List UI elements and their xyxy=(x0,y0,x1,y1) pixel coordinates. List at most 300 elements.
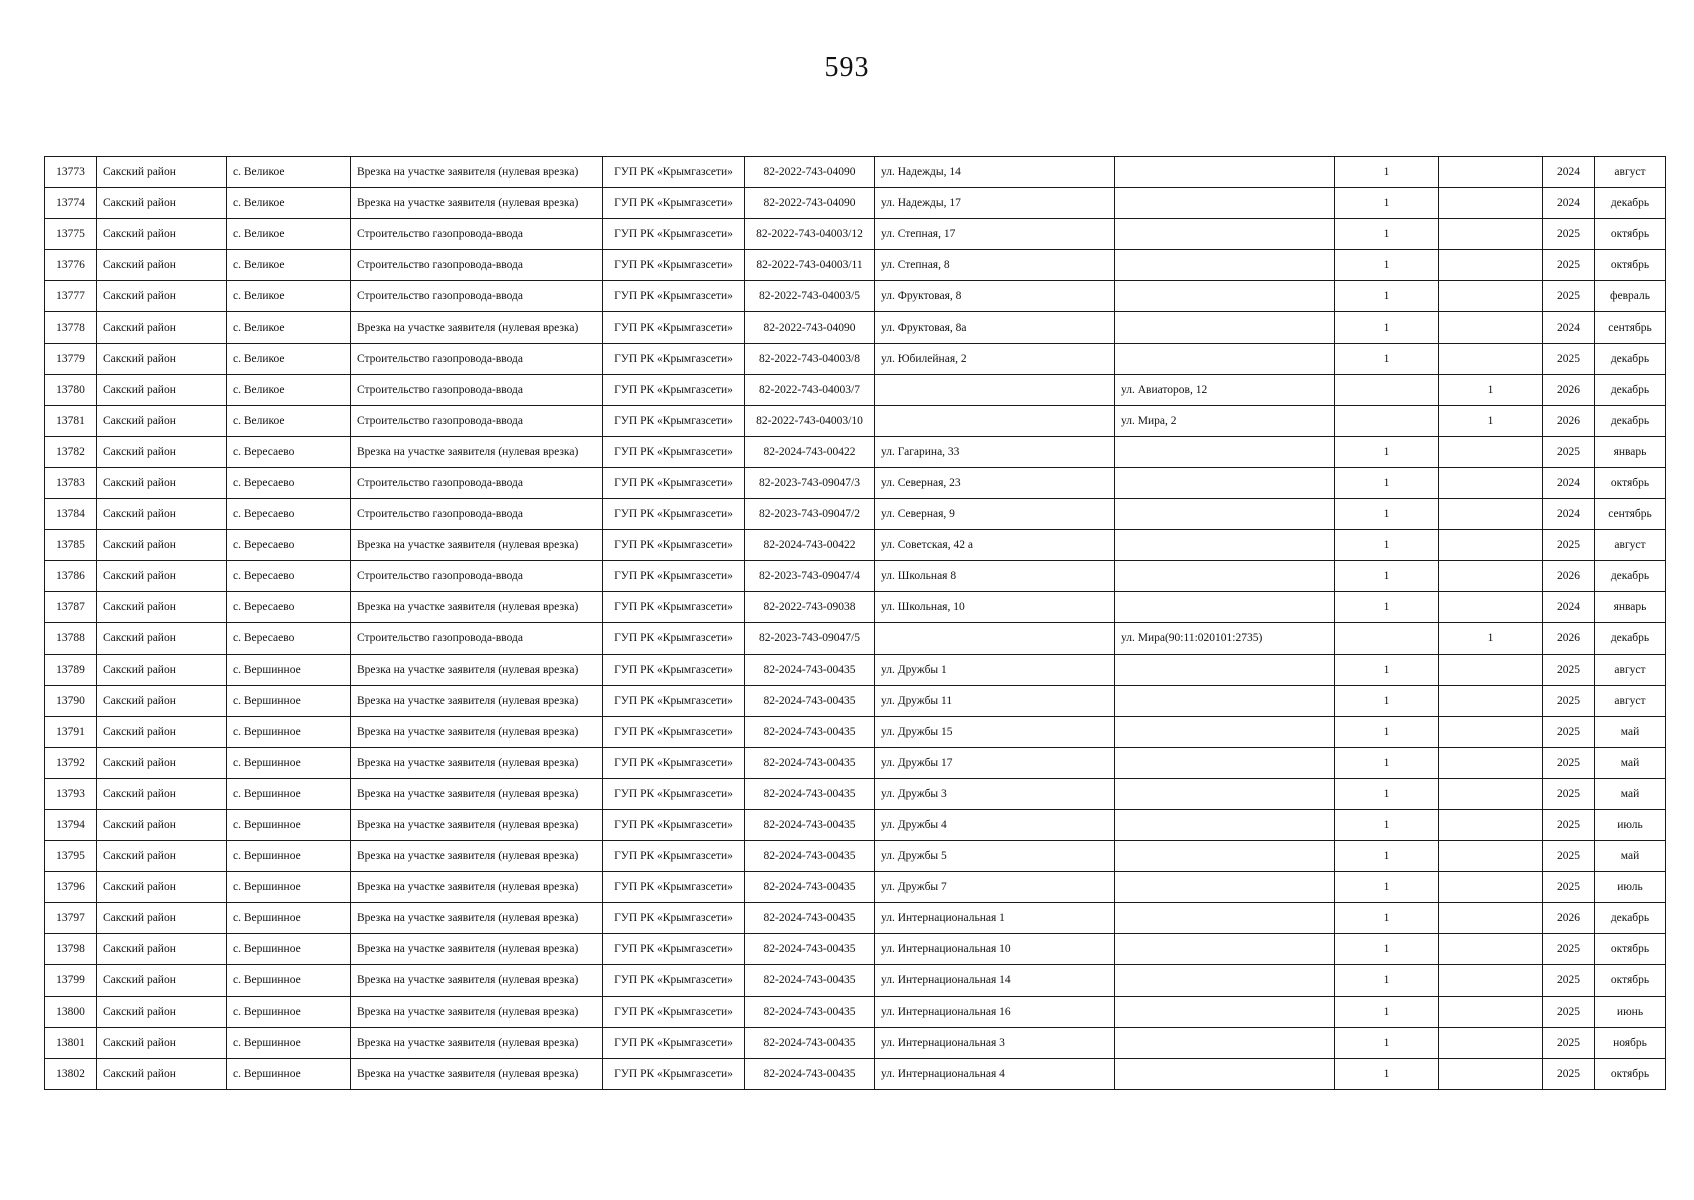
document-code-cell: 82-2024-743-00435 xyxy=(745,841,875,872)
address-cell: ул. Интернациональная 16 xyxy=(875,996,1115,1027)
table-row xyxy=(45,343,1666,374)
page-number: 593 xyxy=(824,52,870,83)
settlement-cell: с. Великое xyxy=(227,250,351,281)
table-row xyxy=(45,188,1666,219)
organization-cell: ГУП РК «Крымгазсети» xyxy=(603,592,745,623)
document-code-cell: 82-2024-743-00435 xyxy=(745,1027,875,1058)
organization-cell: ГУП РК «Крымгазсети» xyxy=(603,809,745,840)
month-cell: январь xyxy=(1595,436,1666,467)
document-code-cell: 82-2024-743-00435 xyxy=(745,903,875,934)
work-type-cell: Врезка на участке заявителя (нулевая врезка) xyxy=(351,934,603,965)
year-cell: 2024 xyxy=(1543,467,1595,498)
address-cell: ул. Интернациональная 3 xyxy=(875,1027,1115,1058)
month-cell: май xyxy=(1595,841,1666,872)
settlement-cell: с. Вершинное xyxy=(227,841,351,872)
document-code-cell: 82-2024-743-00435 xyxy=(745,872,875,903)
year-cell: 2025 xyxy=(1543,685,1595,716)
work-type-cell: Врезка на участке заявителя (нулевая врезка) xyxy=(351,312,603,343)
settlement-cell: с. Вересаево xyxy=(227,623,351,654)
address-alt-cell xyxy=(1115,903,1335,934)
settlement-cell: с. Вершинное xyxy=(227,1058,351,1089)
district-cell: Сакский район xyxy=(97,778,227,809)
district-cell: Сакский район xyxy=(97,561,227,592)
count-alt-cell xyxy=(1439,250,1543,281)
settlement-cell: с. Вересаево xyxy=(227,530,351,561)
address-alt-cell xyxy=(1115,499,1335,530)
address-alt-cell xyxy=(1115,592,1335,623)
document-code-cell: 82-2024-743-00435 xyxy=(745,934,875,965)
district-cell: Сакский район xyxy=(97,716,227,747)
row-number: 13789 xyxy=(45,654,97,685)
table-row xyxy=(45,592,1666,623)
work-type-cell: Врезка на участке заявителя (нулевая врезка) xyxy=(351,436,603,467)
year-cell: 2025 xyxy=(1543,654,1595,685)
address-cell: ул. Фруктовая, 8 xyxy=(875,281,1115,312)
count-cell: 1 xyxy=(1335,592,1439,623)
address-alt-cell xyxy=(1115,872,1335,903)
count-alt-cell xyxy=(1439,467,1543,498)
table-row xyxy=(45,747,1666,778)
organization-cell: ГУП РК «Крымгазсети» xyxy=(603,654,745,685)
row-number: 13784 xyxy=(45,499,97,530)
settlement-cell: с. Великое xyxy=(227,219,351,250)
count-cell: 1 xyxy=(1335,312,1439,343)
count-alt-cell xyxy=(1439,436,1543,467)
year-cell: 2024 xyxy=(1543,592,1595,623)
district-cell: Сакский район xyxy=(97,965,227,996)
count-cell: 1 xyxy=(1335,499,1439,530)
organization-cell: ГУП РК «Крымгазсети» xyxy=(603,157,745,188)
organization-cell: ГУП РК «Крымгазсети» xyxy=(603,996,745,1027)
address-alt-cell xyxy=(1115,934,1335,965)
document-code-cell: 82-2024-743-00435 xyxy=(745,965,875,996)
settlement-cell: с. Вершинное xyxy=(227,716,351,747)
address-alt-cell: ул. Мира(90:11:020101:2735) xyxy=(1115,623,1335,654)
address-cell: ул. Надежды, 14 xyxy=(875,157,1115,188)
row-number: 13801 xyxy=(45,1027,97,1058)
count-cell: 1 xyxy=(1335,561,1439,592)
month-cell: ноябрь xyxy=(1595,1027,1666,1058)
year-cell: 2025 xyxy=(1543,436,1595,467)
district-cell: Сакский район xyxy=(97,623,227,654)
work-type-cell: Врезка на участке заявителя (нулевая врезка) xyxy=(351,157,603,188)
address-alt-cell xyxy=(1115,778,1335,809)
count-alt-cell: 1 xyxy=(1439,623,1543,654)
table-row xyxy=(45,778,1666,809)
settlement-cell: с. Вересаево xyxy=(227,436,351,467)
month-cell: июль xyxy=(1595,809,1666,840)
settlement-cell: с. Вершинное xyxy=(227,934,351,965)
month-cell: октябрь xyxy=(1595,965,1666,996)
count-alt-cell xyxy=(1439,747,1543,778)
row-number: 13786 xyxy=(45,561,97,592)
document-code-cell: 82-2024-743-00435 xyxy=(745,654,875,685)
month-cell: октябрь xyxy=(1595,219,1666,250)
organization-cell: ГУП РК «Крымгазсети» xyxy=(603,1027,745,1058)
address-cell: ул. Степная, 17 xyxy=(875,219,1115,250)
table-row xyxy=(45,281,1666,312)
address-cell: ул. Фруктовая, 8а xyxy=(875,312,1115,343)
settlement-cell: с. Вершинное xyxy=(227,809,351,840)
address-cell: ул. Интернациональная 4 xyxy=(875,1058,1115,1089)
month-cell: декабрь xyxy=(1595,188,1666,219)
month-cell: октябрь xyxy=(1595,1058,1666,1089)
address-cell: ул. Дружбы 7 xyxy=(875,872,1115,903)
table-row xyxy=(45,250,1666,281)
work-type-cell: Врезка на участке заявителя (нулевая врезка) xyxy=(351,592,603,623)
settlement-cell: с. Вересаево xyxy=(227,592,351,623)
year-cell: 2025 xyxy=(1543,778,1595,809)
organization-cell: ГУП РК «Крымгазсети» xyxy=(603,778,745,809)
month-cell: октябрь xyxy=(1595,250,1666,281)
year-cell: 2025 xyxy=(1543,996,1595,1027)
count-cell: 1 xyxy=(1335,157,1439,188)
organization-cell: ГУП РК «Крымгазсети» xyxy=(603,747,745,778)
count-alt-cell xyxy=(1439,530,1543,561)
count-alt-cell xyxy=(1439,996,1543,1027)
address-cell: ул. Советская, 42 а xyxy=(875,530,1115,561)
district-cell: Сакский район xyxy=(97,436,227,467)
count-cell: 1 xyxy=(1335,809,1439,840)
count-alt-cell xyxy=(1439,561,1543,592)
year-cell: 2026 xyxy=(1543,405,1595,436)
count-alt-cell xyxy=(1439,1027,1543,1058)
address-cell: ул. Надежды, 17 xyxy=(875,188,1115,219)
count-cell: 1 xyxy=(1335,965,1439,996)
district-cell: Сакский район xyxy=(97,654,227,685)
address-alt-cell xyxy=(1115,1058,1335,1089)
table-row xyxy=(45,530,1666,561)
table-row xyxy=(45,561,1666,592)
table-row xyxy=(45,716,1666,747)
count-alt-cell xyxy=(1439,809,1543,840)
settlement-cell: с. Вершинное xyxy=(227,685,351,716)
year-cell: 2025 xyxy=(1543,934,1595,965)
settlement-cell: с. Вершинное xyxy=(227,1027,351,1058)
document-code-cell: 82-2023-743-09047/2 xyxy=(745,499,875,530)
document-code-cell: 82-2023-743-09047/5 xyxy=(745,623,875,654)
district-cell: Сакский район xyxy=(97,467,227,498)
settlement-cell: с. Вересаево xyxy=(227,561,351,592)
row-number: 13791 xyxy=(45,716,97,747)
organization-cell: ГУП РК «Крымгазсети» xyxy=(603,188,745,219)
year-cell: 2025 xyxy=(1543,530,1595,561)
address-alt-cell xyxy=(1115,654,1335,685)
organization-cell: ГУП РК «Крымгазсети» xyxy=(603,685,745,716)
year-cell: 2025 xyxy=(1543,1027,1595,1058)
work-type-cell: Строительство газопровода-ввода xyxy=(351,281,603,312)
address-alt-cell xyxy=(1115,965,1335,996)
count-alt-cell: 1 xyxy=(1439,374,1543,405)
district-cell: Сакский район xyxy=(97,872,227,903)
year-cell: 2026 xyxy=(1543,561,1595,592)
district-cell: Сакский район xyxy=(97,934,227,965)
address-alt-cell xyxy=(1115,312,1335,343)
count-cell: 1 xyxy=(1335,188,1439,219)
work-type-cell: Строительство газопровода-ввода xyxy=(351,499,603,530)
month-cell: декабрь xyxy=(1595,405,1666,436)
district-cell: Сакский район xyxy=(97,499,227,530)
year-cell: 2025 xyxy=(1543,872,1595,903)
count-cell: 1 xyxy=(1335,778,1439,809)
address-cell: ул. Степная, 8 xyxy=(875,250,1115,281)
table-body xyxy=(45,157,1666,1090)
count-alt-cell xyxy=(1439,157,1543,188)
row-number: 13792 xyxy=(45,747,97,778)
year-cell: 2026 xyxy=(1543,623,1595,654)
row-number: 13790 xyxy=(45,685,97,716)
address-alt-cell xyxy=(1115,157,1335,188)
year-cell: 2025 xyxy=(1543,281,1595,312)
month-cell: январь xyxy=(1595,592,1666,623)
count-cell: 1 xyxy=(1335,467,1439,498)
address-alt-cell xyxy=(1115,1027,1335,1058)
table-row xyxy=(45,499,1666,530)
gas-connection-table xyxy=(44,156,1666,1090)
document-code-cell: 82-2024-743-00435 xyxy=(745,1058,875,1089)
year-cell: 2025 xyxy=(1543,219,1595,250)
organization-cell: ГУП РК «Крымгазсети» xyxy=(603,281,745,312)
settlement-cell: с. Вершинное xyxy=(227,778,351,809)
month-cell: август xyxy=(1595,157,1666,188)
count-alt-cell xyxy=(1439,778,1543,809)
count-alt-cell xyxy=(1439,188,1543,219)
district-cell: Сакский район xyxy=(97,250,227,281)
document-code-cell: 82-2023-743-09047/3 xyxy=(745,467,875,498)
settlement-cell: с. Великое xyxy=(227,281,351,312)
settlement-cell: с. Великое xyxy=(227,188,351,219)
row-number: 13798 xyxy=(45,934,97,965)
count-alt-cell xyxy=(1439,903,1543,934)
count-cell: 1 xyxy=(1335,716,1439,747)
count-cell: 1 xyxy=(1335,841,1439,872)
settlement-cell: с. Вершинное xyxy=(227,903,351,934)
address-cell: ул. Дружбы 15 xyxy=(875,716,1115,747)
address-cell: ул. Дружбы 3 xyxy=(875,778,1115,809)
year-cell: 2026 xyxy=(1543,374,1595,405)
document-code-cell: 82-2022-743-04090 xyxy=(745,188,875,219)
district-cell: Сакский район xyxy=(97,685,227,716)
address-alt-cell: ул. Мира, 2 xyxy=(1115,405,1335,436)
row-number: 13776 xyxy=(45,250,97,281)
district-cell: Сакский район xyxy=(97,157,227,188)
row-number: 13793 xyxy=(45,778,97,809)
count-cell: 1 xyxy=(1335,685,1439,716)
settlement-cell: с. Великое xyxy=(227,374,351,405)
organization-cell: ГУП РК «Крымгазсети» xyxy=(603,716,745,747)
organization-cell: ГУП РК «Крымгазсети» xyxy=(603,841,745,872)
district-cell: Сакский район xyxy=(97,188,227,219)
month-cell: май xyxy=(1595,716,1666,747)
organization-cell: ГУП РК «Крымгазсети» xyxy=(603,312,745,343)
address-alt-cell xyxy=(1115,250,1335,281)
district-cell: Сакский район xyxy=(97,841,227,872)
count-cell: 1 xyxy=(1335,1027,1439,1058)
address-cell: ул. Школьная 8 xyxy=(875,561,1115,592)
district-cell: Сакский район xyxy=(97,219,227,250)
work-type-cell: Врезка на участке заявителя (нулевая врезка) xyxy=(351,809,603,840)
month-cell: июль xyxy=(1595,872,1666,903)
work-type-cell: Врезка на участке заявителя (нулевая врезка) xyxy=(351,716,603,747)
district-cell: Сакский район xyxy=(97,405,227,436)
address-cell: ул. Дружбы 5 xyxy=(875,841,1115,872)
work-type-cell: Строительство газопровода-ввода xyxy=(351,623,603,654)
count-alt-cell xyxy=(1439,499,1543,530)
month-cell: май xyxy=(1595,747,1666,778)
count-cell xyxy=(1335,374,1439,405)
settlement-cell: с. Великое xyxy=(227,157,351,188)
organization-cell: ГУП РК «Крымгазсети» xyxy=(603,250,745,281)
year-cell: 2024 xyxy=(1543,157,1595,188)
count-alt-cell xyxy=(1439,219,1543,250)
address-cell: ул. Интернациональная 14 xyxy=(875,965,1115,996)
work-type-cell: Врезка на участке заявителя (нулевая врезка) xyxy=(351,747,603,778)
month-cell: февраль xyxy=(1595,281,1666,312)
row-number: 13779 xyxy=(45,343,97,374)
year-cell: 2025 xyxy=(1543,809,1595,840)
count-cell: 1 xyxy=(1335,281,1439,312)
work-type-cell: Строительство газопровода-ввода xyxy=(351,374,603,405)
count-alt-cell xyxy=(1439,934,1543,965)
address-cell: ул. Школьная, 10 xyxy=(875,592,1115,623)
count-cell: 1 xyxy=(1335,903,1439,934)
organization-cell: ГУП РК «Крымгазсети» xyxy=(603,561,745,592)
settlement-cell: с. Вересаево xyxy=(227,467,351,498)
address-cell: ул. Дружбы 11 xyxy=(875,685,1115,716)
address-alt-cell xyxy=(1115,188,1335,219)
row-number: 13780 xyxy=(45,374,97,405)
work-type-cell: Врезка на участке заявителя (нулевая врезка) xyxy=(351,778,603,809)
district-cell: Сакский район xyxy=(97,343,227,374)
row-number: 13795 xyxy=(45,841,97,872)
row-number: 13797 xyxy=(45,903,97,934)
address-alt-cell xyxy=(1115,530,1335,561)
address-alt-cell xyxy=(1115,747,1335,778)
work-type-cell: Строительство газопровода-ввода xyxy=(351,561,603,592)
month-cell: декабрь xyxy=(1595,343,1666,374)
count-alt-cell xyxy=(1439,654,1543,685)
address-alt-cell xyxy=(1115,841,1335,872)
address-alt-cell xyxy=(1115,716,1335,747)
work-type-cell: Строительство газопровода-ввода xyxy=(351,467,603,498)
count-alt-cell xyxy=(1439,965,1543,996)
address-cell: ул. Дружбы 17 xyxy=(875,747,1115,778)
month-cell: декабрь xyxy=(1595,903,1666,934)
work-type-cell: Врезка на участке заявителя (нулевая врезка) xyxy=(351,872,603,903)
month-cell: сентябрь xyxy=(1595,312,1666,343)
address-cell: ул. Гагарина, 33 xyxy=(875,436,1115,467)
table-row xyxy=(45,965,1666,996)
district-cell: Сакский район xyxy=(97,592,227,623)
address-cell xyxy=(875,405,1115,436)
work-type-cell: Строительство газопровода-ввода xyxy=(351,405,603,436)
table-row xyxy=(45,157,1666,188)
district-cell: Сакский район xyxy=(97,312,227,343)
table-row xyxy=(45,374,1666,405)
address-cell: ул. Северная, 23 xyxy=(875,467,1115,498)
month-cell: декабрь xyxy=(1595,623,1666,654)
count-alt-cell xyxy=(1439,716,1543,747)
count-cell: 1 xyxy=(1335,747,1439,778)
month-cell: август xyxy=(1595,530,1666,561)
count-cell xyxy=(1335,623,1439,654)
month-cell: декабрь xyxy=(1595,374,1666,405)
row-number: 13785 xyxy=(45,530,97,561)
table-row xyxy=(45,1027,1666,1058)
table-row xyxy=(45,467,1666,498)
organization-cell: ГУП РК «Крымгазсети» xyxy=(603,467,745,498)
count-alt-cell xyxy=(1439,592,1543,623)
document-code-cell: 82-2022-743-04090 xyxy=(745,157,875,188)
table-row xyxy=(45,996,1666,1027)
row-number: 13773 xyxy=(45,157,97,188)
settlement-cell: с. Великое xyxy=(227,405,351,436)
document-code-cell: 82-2024-743-00422 xyxy=(745,436,875,467)
work-type-cell: Врезка на участке заявителя (нулевая врезка) xyxy=(351,685,603,716)
address-alt-cell xyxy=(1115,281,1335,312)
count-alt-cell: 1 xyxy=(1439,405,1543,436)
month-cell: октябрь xyxy=(1595,467,1666,498)
row-number: 13777 xyxy=(45,281,97,312)
month-cell: август xyxy=(1595,654,1666,685)
year-cell: 2025 xyxy=(1543,250,1595,281)
count-cell: 1 xyxy=(1335,343,1439,374)
address-alt-cell xyxy=(1115,467,1335,498)
month-cell: декабрь xyxy=(1595,561,1666,592)
address-alt-cell xyxy=(1115,343,1335,374)
count-alt-cell xyxy=(1439,841,1543,872)
year-cell: 2025 xyxy=(1543,841,1595,872)
organization-cell: ГУП РК «Крымгазсети» xyxy=(603,965,745,996)
year-cell: 2024 xyxy=(1543,188,1595,219)
row-number: 13802 xyxy=(45,1058,97,1089)
row-number: 13796 xyxy=(45,872,97,903)
count-alt-cell xyxy=(1439,685,1543,716)
count-alt-cell xyxy=(1439,872,1543,903)
year-cell: 2025 xyxy=(1543,747,1595,778)
count-cell: 1 xyxy=(1335,530,1439,561)
table-row xyxy=(45,809,1666,840)
district-cell: Сакский район xyxy=(97,747,227,778)
organization-cell: ГУП РК «Крымгазсети» xyxy=(603,436,745,467)
district-cell: Сакский район xyxy=(97,996,227,1027)
count-cell: 1 xyxy=(1335,250,1439,281)
row-number: 13774 xyxy=(45,188,97,219)
address-alt-cell xyxy=(1115,561,1335,592)
document-code-cell: 82-2024-743-00435 xyxy=(745,809,875,840)
address-cell: ул. Юбилейная, 2 xyxy=(875,343,1115,374)
row-number: 13794 xyxy=(45,809,97,840)
row-number: 13800 xyxy=(45,996,97,1027)
address-alt-cell xyxy=(1115,436,1335,467)
address-alt-cell xyxy=(1115,685,1335,716)
work-type-cell: Врезка на участке заявителя (нулевая врезка) xyxy=(351,996,603,1027)
year-cell: 2025 xyxy=(1543,716,1595,747)
work-type-cell: Врезка на участке заявителя (нулевая врезка) xyxy=(351,1058,603,1089)
table-row xyxy=(45,436,1666,467)
district-cell: Сакский район xyxy=(97,1027,227,1058)
work-type-cell: Врезка на участке заявителя (нулевая врезка) xyxy=(351,1027,603,1058)
document-code-cell: 82-2022-743-04003/5 xyxy=(745,281,875,312)
district-cell: Сакский район xyxy=(97,530,227,561)
district-cell: Сакский район xyxy=(97,281,227,312)
settlement-cell: с. Вершинное xyxy=(227,872,351,903)
organization-cell: ГУП РК «Крымгазсети» xyxy=(603,530,745,561)
row-number: 13775 xyxy=(45,219,97,250)
year-cell: 2025 xyxy=(1543,965,1595,996)
organization-cell: ГУП РК «Крымгазсети» xyxy=(603,219,745,250)
count-alt-cell xyxy=(1439,1058,1543,1089)
